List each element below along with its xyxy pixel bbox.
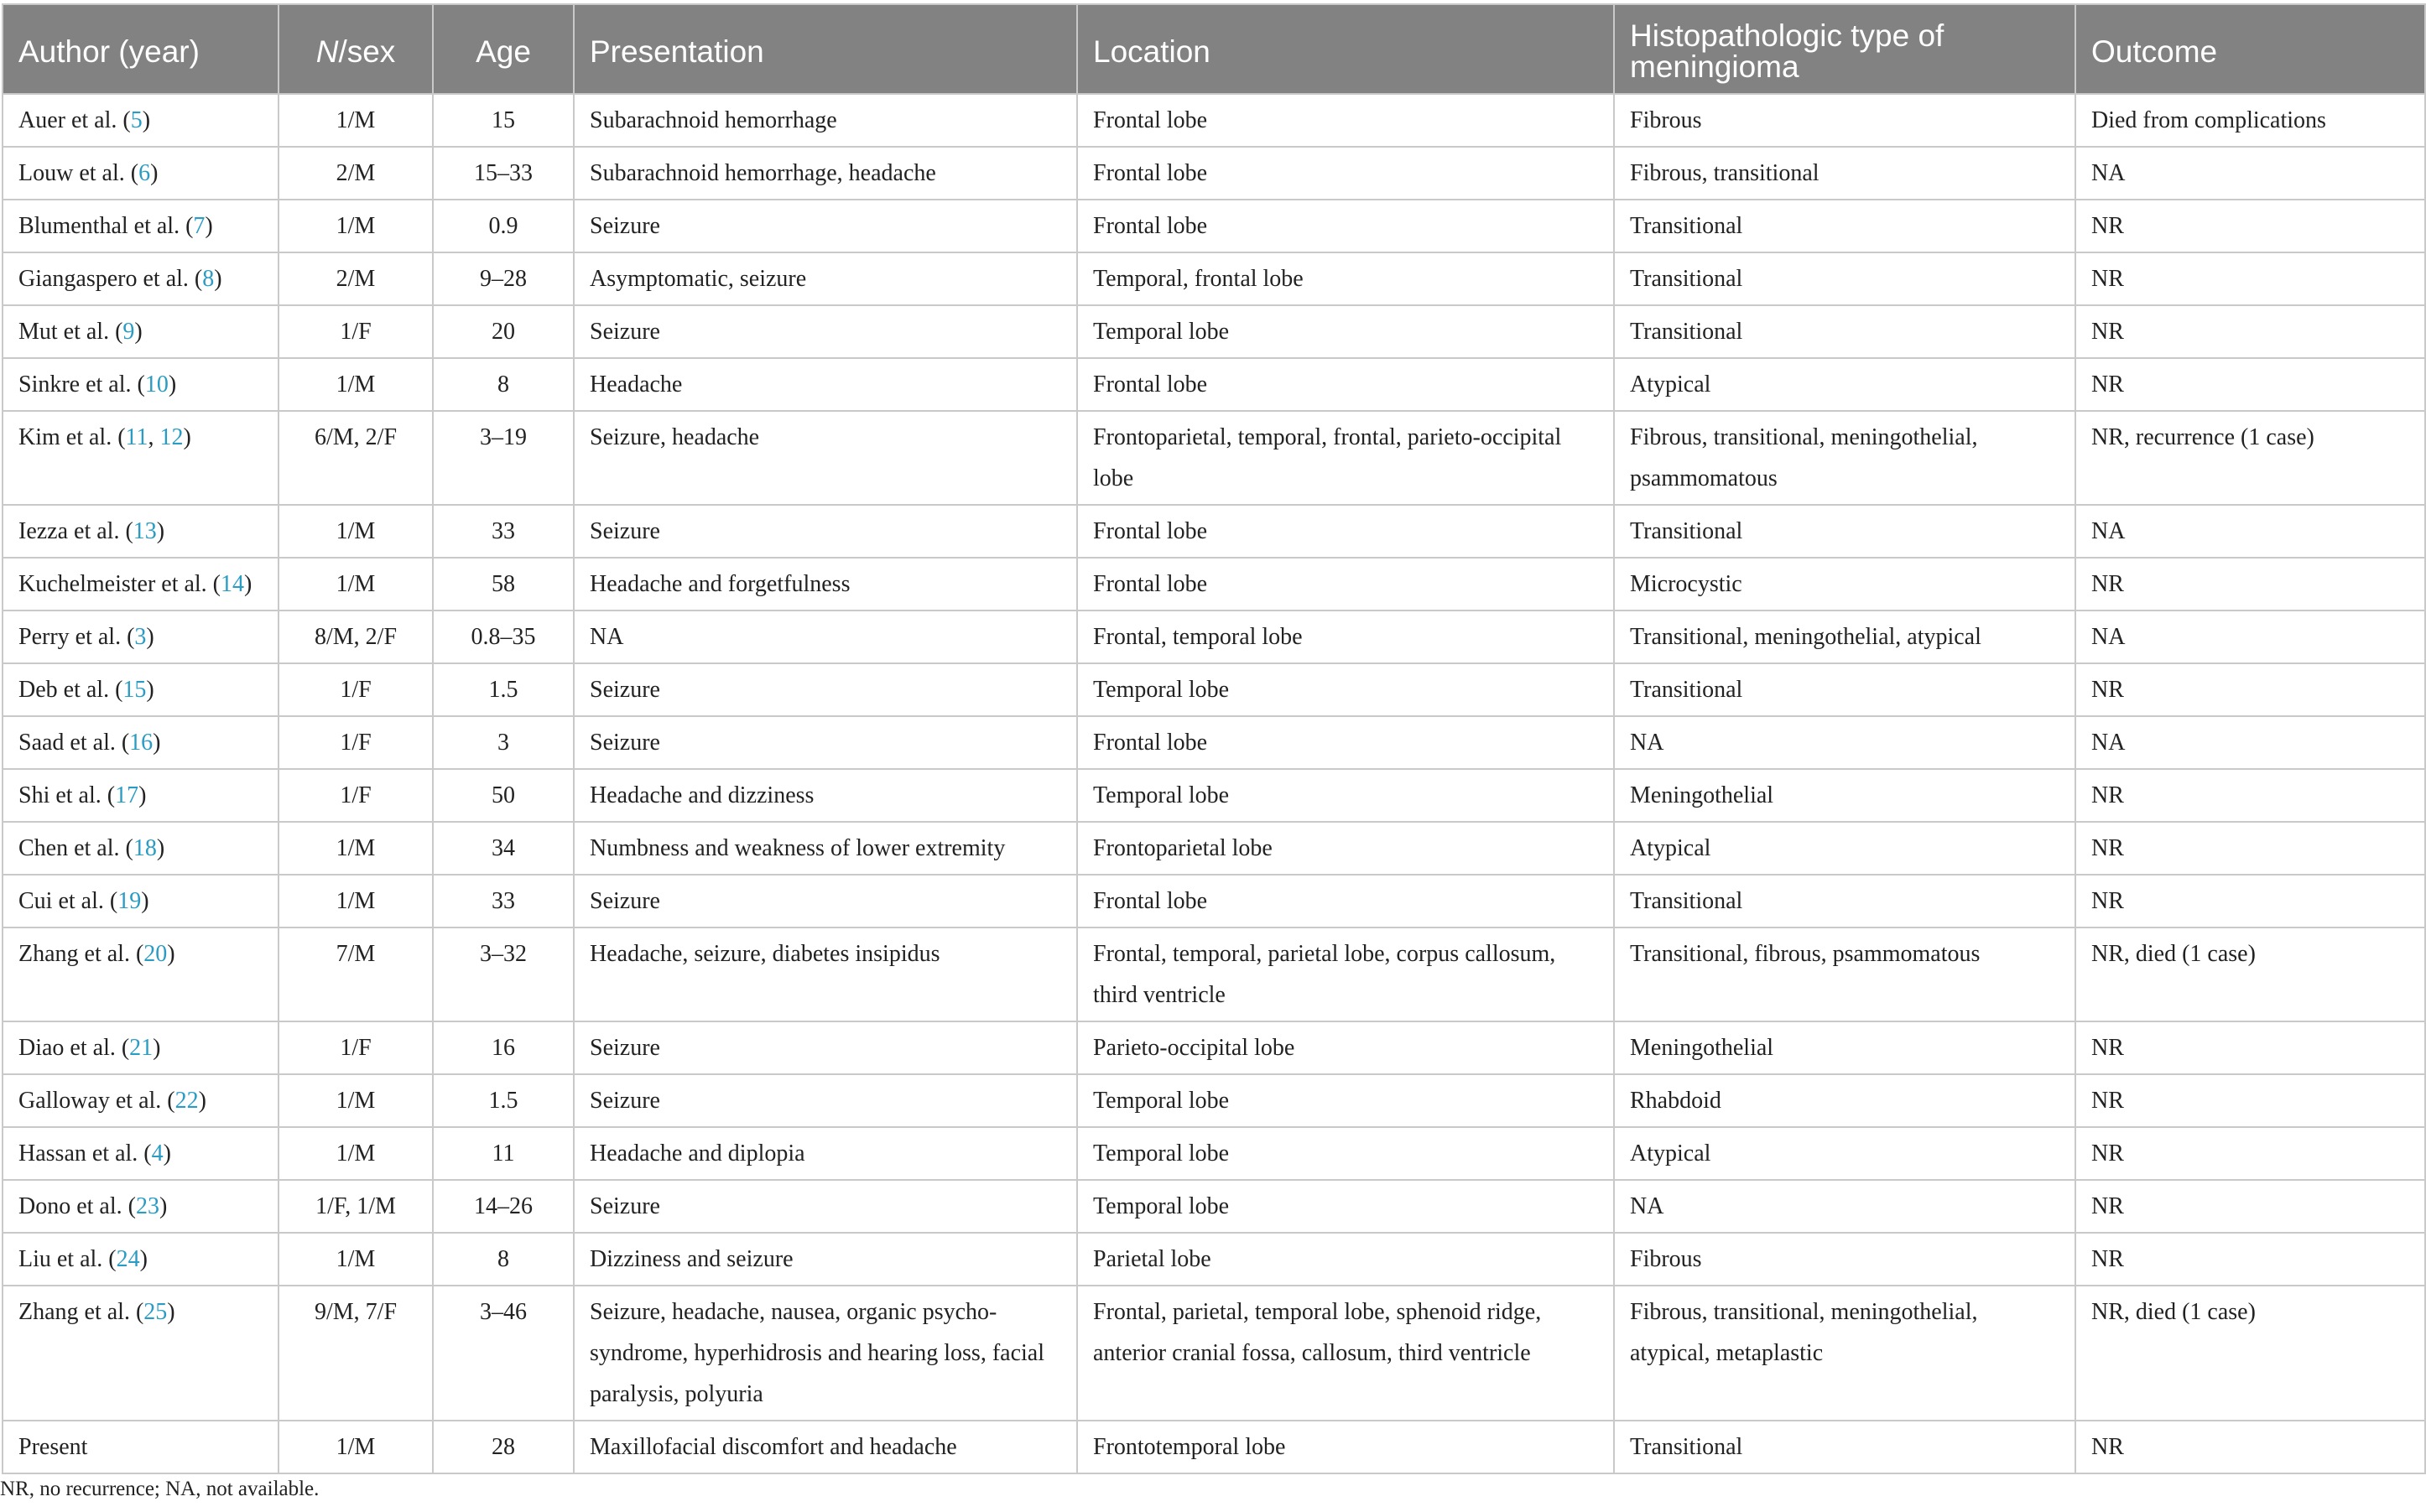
ref-close-paren: ): [156, 518, 165, 544]
cell-age: 3: [433, 716, 574, 769]
cell-outcome: NR: [2075, 822, 2425, 875]
table-row: [3, 1180, 2425, 1233]
cell-author: [3, 927, 279, 1021]
author-name: Chen et al. (: [18, 835, 133, 861]
cell-outcome: NR: [2075, 1021, 2425, 1074]
cell-presentation: Seizure: [574, 200, 1077, 252]
cell-presentation: Seizure: [574, 875, 1077, 927]
author-name: Present: [18, 1434, 88, 1460]
ref-close-paren: ): [138, 782, 147, 808]
cell-location: Temporal lobe: [1077, 305, 1614, 358]
author-name: Iezza et al. (: [18, 518, 133, 544]
table-row: [3, 875, 2425, 927]
author-name: Blumenthal et al. (: [18, 213, 194, 239]
cell-location: Frontal lobe: [1077, 94, 1614, 147]
author-name: Shi et al. (: [18, 782, 116, 808]
cell-age: 0.9: [433, 200, 574, 252]
cell-author: [3, 1233, 279, 1286]
cell-n-sex: 1/F: [279, 1021, 433, 1074]
cell-outcome: Died from complications: [2075, 94, 2425, 147]
author-name: Cui et al. (: [18, 888, 118, 914]
author-name: Kuchelmeister et al. (: [18, 571, 221, 597]
cell-histology: Microcystic: [1614, 558, 2075, 611]
table-row: [3, 358, 2425, 411]
cell-location: Frontal lobe: [1077, 716, 1614, 769]
ref-close-paren: ): [198, 1088, 206, 1114]
cell-histology: Atypical: [1614, 1127, 2075, 1180]
ref-close-paren: ): [142, 107, 151, 133]
cell-author: [3, 822, 279, 875]
cell-outcome: NR: [2075, 1180, 2425, 1233]
ref-close-paren: ): [168, 372, 177, 397]
cell-location: Parieto-occipital lobe: [1077, 1021, 1614, 1074]
cell-age: 1.5: [433, 663, 574, 716]
cell-histology: Transitional: [1614, 252, 2075, 305]
cell-histology: Fibrous, transitional, meningothelial, atypical, metaplastic: [1614, 1286, 2075, 1421]
ref-close-paren: ): [183, 424, 191, 450]
cell-age: 33: [433, 875, 574, 927]
header-n-italic: N: [315, 34, 339, 69]
cell-author: [3, 505, 279, 558]
cell-n-sex: 7/M: [279, 927, 433, 1021]
cell-age: 15: [433, 94, 574, 147]
cell-n-sex: 1/M: [279, 875, 433, 927]
table-row: [3, 822, 2425, 875]
table-row: [3, 94, 2425, 147]
header-location: Location: [1077, 4, 1614, 94]
cell-author: [3, 94, 279, 147]
cell-outcome: NR: [2075, 1233, 2425, 1286]
cell-location: Temporal lobe: [1077, 1127, 1614, 1180]
author-name: Dono et al. (: [18, 1193, 136, 1219]
table-row: [3, 611, 2425, 663]
cell-age: 14–26: [433, 1180, 574, 1233]
cell-n-sex: 6/M, 2/F: [279, 411, 433, 505]
cell-location: Frontal lobe: [1077, 358, 1614, 411]
cell-location: Temporal lobe: [1077, 663, 1614, 716]
reference-link[interactable]: 12: [159, 424, 184, 450]
cell-location: Temporal, frontal lobe: [1077, 252, 1614, 305]
ref-close-paren: ): [167, 1299, 175, 1325]
cell-age: 20: [433, 305, 574, 358]
cell-author: [3, 411, 279, 505]
cell-presentation: Dizziness and seizure: [574, 1233, 1077, 1286]
author-name: Diao et al. (: [18, 1035, 130, 1061]
cell-n-sex: 1/F: [279, 305, 433, 358]
meningioma-table-container: [2, 3, 2424, 1474]
cell-presentation: Seizure: [574, 1180, 1077, 1233]
meningioma-case-table: [2, 3, 2426, 1474]
cell-outcome: NR: [2075, 875, 2425, 927]
cell-n-sex: 1/M: [279, 558, 433, 611]
cell-age: 1.5: [433, 1074, 574, 1127]
cell-presentation: Headache and dizziness: [574, 769, 1077, 822]
ref-close-paren: ): [134, 319, 143, 345]
cell-histology: Rhabdoid: [1614, 1074, 2075, 1127]
cell-presentation: Seizure: [574, 1074, 1077, 1127]
cell-author: [3, 611, 279, 663]
header-sex: /sex: [338, 34, 396, 69]
cell-outcome: NR: [2075, 1074, 2425, 1127]
cell-location: Temporal lobe: [1077, 1074, 1614, 1127]
reference-link[interactable]: 15: [122, 677, 147, 703]
cell-histology: Transitional: [1614, 505, 2075, 558]
cell-n-sex: 1/M: [279, 505, 433, 558]
reference-link[interactable]: 18: [133, 835, 157, 861]
cell-author: [3, 1421, 279, 1473]
reference-link[interactable]: 6: [138, 160, 151, 186]
cell-author: [3, 305, 279, 358]
header-row: [3, 4, 2425, 94]
ref-close-paren: ): [153, 730, 161, 756]
reference-link[interactable]: 5: [130, 107, 143, 133]
author-name: Giangaspero et al. (: [18, 266, 203, 292]
reference-link[interactable]: 17: [115, 782, 139, 808]
cell-location: Frontal, temporal, parietal lobe, corpus callosum, third ventricle: [1077, 927, 1614, 1021]
cell-histology: Meningothelial: [1614, 1021, 2075, 1074]
cell-age: 3–32: [433, 927, 574, 1021]
cell-author: [3, 769, 279, 822]
cell-author: [3, 558, 279, 611]
ref-close-paren: ): [244, 571, 252, 597]
author-name: Zhang et al. (: [18, 941, 144, 967]
cell-age: 11: [433, 1127, 574, 1180]
cell-location: Temporal lobe: [1077, 1180, 1614, 1233]
cell-location: Frontal lobe: [1077, 875, 1614, 927]
cell-age: 8: [433, 1233, 574, 1286]
cell-age: 28: [433, 1421, 574, 1473]
cell-histology: NA: [1614, 716, 2075, 769]
cell-presentation: Seizure: [574, 1021, 1077, 1074]
cell-age: 9–28: [433, 252, 574, 305]
table-row: [3, 1021, 2425, 1074]
cell-age: 34: [433, 822, 574, 875]
reference-link[interactable]: 20: [143, 941, 168, 967]
cell-histology: Transitional: [1614, 875, 2075, 927]
cell-n-sex: 1/M: [279, 1074, 433, 1127]
cell-histology: Transitional, meningothelial, atypical: [1614, 611, 2075, 663]
cell-n-sex: 1/F: [279, 716, 433, 769]
cell-histology: NA: [1614, 1180, 2075, 1233]
cell-outcome: NR, recurrence (1 case): [2075, 411, 2425, 505]
cell-age: 15–33: [433, 147, 574, 200]
cell-n-sex: 1/M: [279, 1233, 433, 1286]
table-row: [3, 1127, 2425, 1180]
cell-author: [3, 1074, 279, 1127]
ref-close-paren: ): [141, 888, 149, 914]
cell-n-sex: 1/M: [279, 358, 433, 411]
table-row: [3, 200, 2425, 252]
cell-outcome: NA: [2075, 147, 2425, 200]
cell-histology: Fibrous, transitional, meningothelial, psammomatous: [1614, 411, 2075, 505]
cell-outcome: NR, died (1 case): [2075, 927, 2425, 1021]
header-histology: Histopathologic type of meningioma: [1614, 4, 2075, 94]
reference-link[interactable]: 14: [221, 571, 245, 597]
cell-author: [3, 716, 279, 769]
cell-presentation: Asymptomatic, seizure: [574, 252, 1077, 305]
author-name: Kim et al. (: [18, 424, 126, 450]
ref-close-paren: ): [214, 266, 222, 292]
reference-link[interactable]: 25: [143, 1299, 168, 1325]
table-row: [3, 147, 2425, 200]
cell-location: Frontoparietal, temporal, frontal, parieto-occipital lobe: [1077, 411, 1614, 505]
cell-age: 33: [433, 505, 574, 558]
author-name: Louw et al. (: [18, 160, 139, 186]
cell-n-sex: 1/F: [279, 769, 433, 822]
author-name: Galloway et al. (: [18, 1088, 175, 1114]
cell-n-sex: 8/M, 2/F: [279, 611, 433, 663]
cell-n-sex: 1/F: [279, 663, 433, 716]
table-row: [3, 769, 2425, 822]
cell-author: [3, 147, 279, 200]
cell-presentation: Headache and forgetfulness: [574, 558, 1077, 611]
cell-n-sex: 1/M: [279, 1127, 433, 1180]
author-name: Sinkre et al. (: [18, 372, 145, 397]
reference-link[interactable]: 11: [125, 424, 148, 450]
cell-age: 58: [433, 558, 574, 611]
cell-location: Frontoparietal lobe: [1077, 822, 1614, 875]
cell-location: Parietal lobe: [1077, 1233, 1614, 1286]
ref-close-paren: ): [163, 1140, 171, 1166]
cell-n-sex: 2/M: [279, 252, 433, 305]
reference-link[interactable]: 22: [174, 1088, 199, 1114]
header-author: Author (year): [3, 4, 279, 94]
cell-location: Frontal, temporal lobe: [1077, 611, 1614, 663]
cell-age: 3–19: [433, 411, 574, 505]
cell-histology: Transitional: [1614, 1421, 2075, 1473]
reference-link[interactable]: 8: [202, 266, 215, 292]
cell-outcome: NR: [2075, 252, 2425, 305]
header-outcome: Outcome: [2075, 4, 2425, 94]
reference-link[interactable]: 24: [116, 1246, 140, 1272]
table-row: [3, 1421, 2425, 1473]
author-name: Auer et al. (: [18, 107, 131, 133]
cell-histology: Transitional: [1614, 200, 2075, 252]
ref-close-paren: ): [156, 835, 165, 861]
cell-n-sex: 1/F, 1/M: [279, 1180, 433, 1233]
ref-close-paren: ): [167, 941, 175, 967]
table-row: [3, 1233, 2425, 1286]
cell-histology: Fibrous: [1614, 1233, 2075, 1286]
cell-outcome: NR: [2075, 200, 2425, 252]
table-row: [3, 558, 2425, 611]
header-age: Age: [433, 4, 574, 94]
cell-author: [3, 663, 279, 716]
ref-close-paren: ): [146, 624, 154, 650]
reference-link[interactable]: 9: [122, 319, 135, 345]
table-footnote: NR, no recurrence; NA, not available.: [0, 1478, 320, 1500]
cell-location: Frontotemporal lobe: [1077, 1421, 1614, 1473]
table-row: [3, 252, 2425, 305]
cell-presentation: Numbness and weakness of lower extremity: [574, 822, 1077, 875]
cell-histology: Atypical: [1614, 822, 2075, 875]
header-n-sex: [279, 4, 433, 94]
cell-author: [3, 1286, 279, 1421]
cell-histology: Transitional: [1614, 305, 2075, 358]
cell-location: Frontal, parietal, temporal lobe, sphenoid ridge, anterior cranial fossa, callosum, third ventricle: [1077, 1286, 1614, 1421]
table-row: [3, 663, 2425, 716]
author-name: Saad et al. (: [18, 730, 130, 756]
cell-presentation: Headache and diplopia: [574, 1127, 1077, 1180]
cell-n-sex: 1/M: [279, 200, 433, 252]
cell-presentation: Subarachnoid hemorrhage: [574, 94, 1077, 147]
cell-outcome: NR: [2075, 663, 2425, 716]
ref-close-paren: ): [159, 1193, 168, 1219]
cell-histology: Transitional, fibrous, psammomatous: [1614, 927, 2075, 1021]
cell-n-sex: 1/M: [279, 94, 433, 147]
cell-n-sex: 9/M, 7/F: [279, 1286, 433, 1421]
cell-histology: Transitional: [1614, 663, 2075, 716]
cell-outcome: NR: [2075, 769, 2425, 822]
cell-location: Frontal lobe: [1077, 558, 1614, 611]
cell-histology: Fibrous, transitional: [1614, 147, 2075, 200]
cell-author: [3, 358, 279, 411]
cell-author: [3, 200, 279, 252]
author-name: Hassan et al. (: [18, 1140, 152, 1166]
cell-presentation: Seizure: [574, 305, 1077, 358]
reference-link[interactable]: 23: [135, 1193, 159, 1219]
cell-n-sex: 1/M: [279, 822, 433, 875]
ref-close-paren: ): [139, 1246, 148, 1272]
author-name: Deb et al. (: [18, 677, 123, 703]
header-presentation: Presentation: [574, 4, 1077, 94]
cell-outcome: NR: [2075, 1421, 2425, 1473]
cell-location: Frontal lobe: [1077, 147, 1614, 200]
cell-n-sex: 2/M: [279, 147, 433, 200]
ref-close-paren: ): [150, 160, 159, 186]
ref-close-paren: ): [205, 213, 213, 239]
cell-presentation: Seizure: [574, 505, 1077, 558]
cell-age: 16: [433, 1021, 574, 1074]
cell-outcome: NR: [2075, 305, 2425, 358]
cell-author: [3, 252, 279, 305]
reference-link[interactable]: 4: [151, 1140, 164, 1166]
ref-close-paren: ): [153, 1035, 161, 1061]
cell-outcome: NA: [2075, 505, 2425, 558]
cell-age: 0.8–35: [433, 611, 574, 663]
reference-link[interactable]: 7: [193, 213, 206, 239]
reference-link[interactable]: 3: [134, 624, 147, 650]
cell-author: [3, 875, 279, 927]
cell-presentation: Maxillofacial discomfort and headache: [574, 1421, 1077, 1473]
table-row: [3, 716, 2425, 769]
table-row: [3, 1074, 2425, 1127]
cell-author: [3, 1180, 279, 1233]
ref-close-paren: ): [146, 677, 154, 703]
cell-outcome: NA: [2075, 716, 2425, 769]
table-row: [3, 411, 2425, 505]
cell-outcome: NR: [2075, 558, 2425, 611]
table-row: [3, 305, 2425, 358]
cell-location: Temporal lobe: [1077, 769, 1614, 822]
cell-presentation: Seizure: [574, 716, 1077, 769]
cell-outcome: NR, died (1 case): [2075, 1286, 2425, 1421]
reference-link[interactable]: 19: [117, 888, 142, 914]
cell-presentation: Seizure, headache: [574, 411, 1077, 505]
author-name: Mut et al. (: [18, 319, 123, 345]
cell-author: [3, 1127, 279, 1180]
cell-outcome: NA: [2075, 611, 2425, 663]
reference-link[interactable]: 10: [144, 372, 169, 397]
table-body: [3, 94, 2425, 1473]
cell-author: [3, 1021, 279, 1074]
ref-separator: ,: [148, 424, 160, 450]
reference-link[interactable]: 13: [133, 518, 157, 544]
cell-histology: Fibrous: [1614, 94, 2075, 147]
cell-location: Frontal lobe: [1077, 505, 1614, 558]
cell-histology: Meningothelial: [1614, 769, 2075, 822]
author-name: Liu et al. (: [18, 1246, 117, 1272]
cell-location: Frontal lobe: [1077, 200, 1614, 252]
author-name: Perry et al. (: [18, 624, 135, 650]
reference-link[interactable]: 21: [129, 1035, 154, 1061]
cell-presentation: NA: [574, 611, 1077, 663]
cell-age: 3–46: [433, 1286, 574, 1421]
table-row: [3, 505, 2425, 558]
reference-link[interactable]: 16: [129, 730, 154, 756]
table-row: [3, 1286, 2425, 1421]
cell-presentation: Subarachnoid hemorrhage, headache: [574, 147, 1077, 200]
cell-presentation: Seizure, headache, nausea, organic psycho-syndrome, hyperhidrosis and hearing loss, facial paralysis, polyuria: [574, 1286, 1077, 1421]
cell-n-sex: 1/M: [279, 1421, 433, 1473]
cell-presentation: Headache: [574, 358, 1077, 411]
cell-presentation: Headache, seizure, diabetes insipidus: [574, 927, 1077, 1021]
cell-outcome: NR: [2075, 358, 2425, 411]
cell-age: 8: [433, 358, 574, 411]
cell-outcome: NR: [2075, 1127, 2425, 1180]
table-row: [3, 927, 2425, 1021]
cell-presentation: Seizure: [574, 663, 1077, 716]
cell-age: 50: [433, 769, 574, 822]
author-name: Zhang et al. (: [18, 1299, 144, 1325]
cell-histology: Atypical: [1614, 358, 2075, 411]
